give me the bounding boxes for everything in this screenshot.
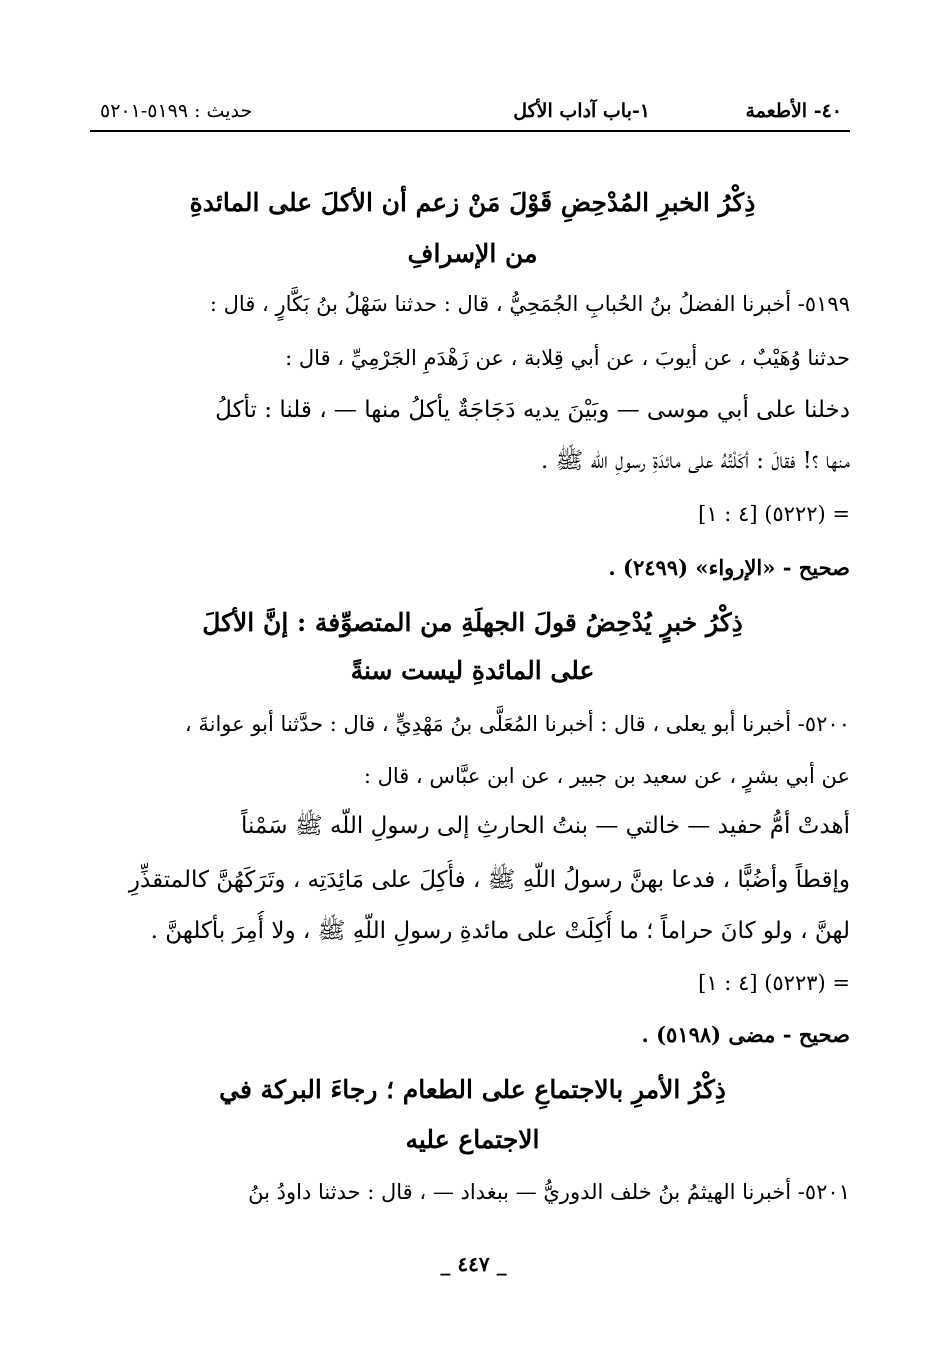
hadith-5200-grade: صحيح - مضى (٥١٩٨) . (641, 1022, 850, 1047)
header-chapter-title: ٤٠- الأطعمة (745, 100, 842, 122)
hadith-5199-isnad-line-1: ٥١٩٩- أخبرنا الفضلُ بنُ الحُبابِ الجُمَحِيُّ ، قال : حدثنا سَهْلُ بنُ بَكَّارٍ ، قال : (209, 292, 850, 316)
chapter-heading-1-line-2: من الإسرافِ (407, 239, 538, 268)
header-section-title: ١-باب آداب الأكل (513, 100, 650, 122)
header-hadith-range: حديث : ٥١٩٩-٥٢٠١ (100, 100, 253, 122)
hadith-5199-grade: صحيح - «الإرواء» (٢٤٩٩) . (608, 555, 850, 580)
page-number: _ ٤٤٧ _ (440, 1252, 507, 1276)
hadith-5199-reference: = (٥٢٢٢) [٤ : ١] (698, 502, 850, 526)
chapter-heading-3-line-2: الاجتماع عليه (405, 1125, 540, 1154)
hadith-5199-isnad-line-2: حدثنا وُهَيْبٌ ، عن أيوبَ ، عن أبي قِلابة ، عن زَهْدَمِ الجَرْمِيِّ ، قال : (285, 346, 850, 370)
chapter-heading-1-line-1: ذِكْرُ الخبرِ المُدْحِضِ قَوْلَ مَنْ زعم أن الأكلَ على المائدةِ (189, 188, 756, 217)
chapter-heading-2-line-1: ذِكْرُ خبرٍ يُدْحِضُ قولَ الجهلَةِ من المتصوِّفة : إنَّ الأكلَ (202, 608, 743, 637)
hadith-5200-matn-line-2: وإقطاً وأضُبًّا ، فدعا بهنَّ رسولُ اللّهِ ﷺ ، فأُكِلَ على مَائِدَتِه ، وتَرَكَهُنَّ كالمتقذِّرِ (128, 867, 850, 893)
hadith-5199-matn-line-2: منها ؟! فقالَ : أكَلْتُهُ على مائدَةِ رسولِ اللّه ﷺ . (540, 448, 850, 474)
chapter-heading-2-line-2: على المائدةِ ليست سنةً (350, 656, 595, 685)
hadith-5199-matn-line-1: دخلنا على أبي موسى — وبَيْنَ يديه دَجَاجَةٌ يأكلُ منها — ، قلنا : تأكلُ (215, 397, 850, 423)
hadith-5201-isnad-line-1: ٥٢٠١- أخبرنا الهيثمُ بنُ خلف الدوريُّ — ببغداد — ، قال : حدثنا داودُ بنُ (248, 1180, 850, 1204)
hadith-5200-matn-line-1: أهدتْ أمُّ حفيد — خالتي — بنتُ الحارثِ إلى رسولِ اللّه ﷺ سَمْناً (241, 813, 850, 839)
hadith-5200-isnad-line-1: ٥٢٠٠- أخبرنا أبو يعلى ، قال : أخبرنا المُعَلَّى بنُ مَهْدِيٍّ ، قال : حدَّثنا أبو عوانةَ ، (184, 712, 850, 736)
hadith-5200-reference: = (٥٢٢٣) [٤ : ١] (698, 971, 850, 995)
page-header (90, 96, 850, 132)
hadith-5200-isnad-line-2: عن أبي بشرٍ ، عن سعيد بن جبير ، عن ابن عبَّاس ، قال : (363, 764, 850, 788)
chapter-heading-3-line-1: ذِكْرُ الأمرِ بالاجتماعِ على الطعام ؛ رجاءَ البركة في (219, 1075, 726, 1104)
hadith-5200-matn-line-3: لهنَّ ، ولو كانَ حراماً ؛ ما أُكِلَتْ على مائدةِ رسولِ اللّهِ ﷺ ، ولا أُمِرَ بأكلهنَّ . (150, 918, 850, 944)
